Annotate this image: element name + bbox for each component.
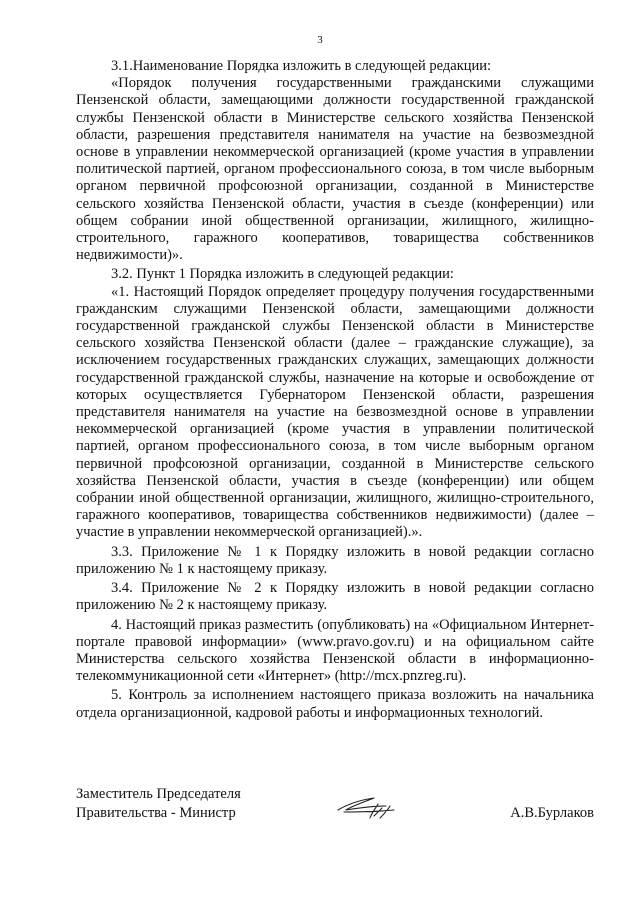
paragraph-3-1: 3.1.Наименование Порядка изложить в следующей редакции:	[111, 58, 492, 74]
page-number: 3	[317, 34, 323, 46]
document-body	[76, 58, 594, 724]
paragraph-5: 5. Контроль за исполнением настоящего приказа возложить на начальника отдела организационной, кадровой работы и информационных технологий.	[76, 687, 594, 721]
signatory-title-line-1: Заместитель Председателя	[76, 786, 241, 802]
signatory-name: А.В.Бурлаков	[510, 805, 594, 821]
paragraph-3-3: 3.3. Приложение № 1 к Порядку изложить в новой редакции согласно приложению № 1 к настоящему приказу.	[76, 543, 594, 577]
handwritten-signature	[334, 794, 406, 822]
paragraph-order-title: «Порядок получения государственными гражданскими служащими Пензенской области, замещающими должности государственной гражданской службы Пензенской области в Министерстве сельского хозяйства Пензенской области, разрешения представителя нанимателя на участие на безвозмездной основе в управлении некоммерческой организацией (кроме участия в управлении политической партией, органом профессионального союза, в том числе выборным органом первичной профсоюзной организации, созданной в Министерстве сельского хозяйства Пензенской области, участия в съезде (конференции) или общем собрании иной общественной организации, жилищного, жилищно-строительного, гаражного кооперативов, товарищества собственников недвижимости)».	[76, 75, 594, 264]
paragraph-3-4: 3.4. Приложение № 2 к Порядку изложить в новой редакции согласно приложению № 2 к настоящему приказу.	[76, 580, 594, 614]
paragraph-4: 4. Настоящий приказ разместить (опубликовать) на «Официальном Интернет-портале правовой информации» (www.pravo.gov.ru) и на официальном сайте Министерства сельского хозяйства Пензенской области в информационно-телекоммуникационной сети «Интернет» (http://mcx.pnzreg.ru).	[76, 616, 594, 685]
paragraph-3-2: 3.2. Пункт 1 Порядка изложить в следующей редакции:	[111, 266, 454, 283]
signatory-title-line-2: Правительства - Министр	[76, 805, 236, 821]
signature-block	[76, 786, 594, 826]
paragraph-point-1: «1. Настоящий Порядок определяет процедуру получения государственными гражданским служащими Пензенской области, замещающими должности государственной гражданской службы Пензенской области в Министерстве сельского хозяйства Пензенской области (далее – гражданские служащие), за исключением государственных гражданских служащих, замещающих должности государственной гражданской службы, назначение на которые и освобождение от которых осуществляется Губернатором Пензенской области, разрешения представителя нанимателя на участие на безвозмездной основе в управлении некоммерческой организацией (кроме участия в управлении политической партией, органом профессионального союза, в том числе выборным органом первичной профсоюзной организации, созданной в Министерстве сельского хозяйства Пензенской области, участия в съезде (конференции) или общем собрании иной общественной организации, жилищного, жилищно-строительного, гаражного кооперативов, товарищества собственников недвижимости) (далее – участие в управлении некоммерческой организацией).».	[76, 283, 594, 541]
